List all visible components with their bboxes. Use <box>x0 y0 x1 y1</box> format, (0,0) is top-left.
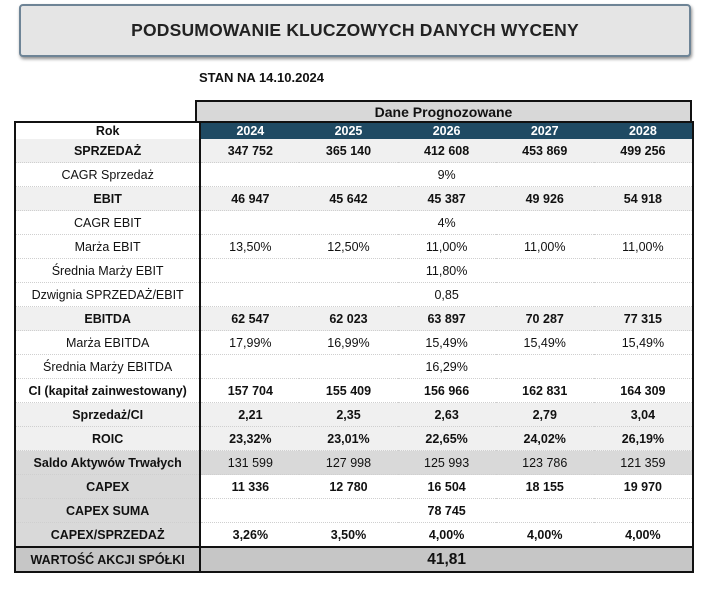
value-cell: 2,79 <box>496 403 594 427</box>
year-cell: 2026 <box>398 122 496 139</box>
total-value: 41,81 <box>200 547 693 572</box>
value-cell: 70 287 <box>496 307 594 331</box>
value-cell: 45 387 <box>398 187 496 211</box>
merged-value-cell: 0,85 <box>200 283 693 307</box>
year-cell: 2027 <box>496 122 594 139</box>
value-cell: 77 315 <box>594 307 693 331</box>
year-cell: 2024 <box>200 122 299 139</box>
value-cell: 3,26% <box>200 523 299 548</box>
year-cell: 2028 <box>594 122 693 139</box>
value-cell: 11,00% <box>496 235 594 259</box>
value-cell: 365 140 <box>299 139 397 163</box>
row-label: EBITDA <box>15 307 200 331</box>
year-header-row <box>15 122 693 139</box>
row-saldo-aktywow <box>15 451 693 475</box>
value-cell: 62 023 <box>299 307 397 331</box>
merged-value-cell: 4% <box>200 211 693 235</box>
row-label: Sprzedaż/CI <box>15 403 200 427</box>
value-cell: 157 704 <box>200 379 299 403</box>
value-cell: 121 359 <box>594 451 693 475</box>
row-capex <box>15 475 693 499</box>
value-cell: 46 947 <box>200 187 299 211</box>
value-cell: 16 504 <box>398 475 496 499</box>
row-label: CAGR EBIT <box>15 211 200 235</box>
value-cell: 15,49% <box>496 331 594 355</box>
row-label: Marża EBIT <box>15 235 200 259</box>
valuation-date: STAN NA 14.10.2024 <box>199 70 325 85</box>
row-label: ROIC <box>15 427 200 451</box>
page-title: PODSUMOWANIE KLUCZOWYCH DANYCH WYCENY <box>131 20 579 40</box>
value-cell: 3,50% <box>299 523 397 548</box>
value-cell: 22,65% <box>398 427 496 451</box>
merged-value-cell: 78 745 <box>200 499 693 523</box>
value-cell: 4,00% <box>398 523 496 548</box>
value-cell: 13,50% <box>200 235 299 259</box>
row-capex-suma <box>15 499 693 523</box>
row-roic <box>15 427 693 451</box>
total-label: WARTOŚĆ AKCJI SPÓŁKI <box>15 547 200 572</box>
value-cell: 453 869 <box>496 139 594 163</box>
title-box <box>19 4 691 57</box>
value-cell: 3,04 <box>594 403 693 427</box>
value-cell: 11,00% <box>594 235 693 259</box>
value-cell: 4,00% <box>496 523 594 548</box>
value-cell: 24,02% <box>496 427 594 451</box>
row-sprzedaz-ci <box>15 403 693 427</box>
value-cell: 127 998 <box>299 451 397 475</box>
value-cell: 17,99% <box>200 331 299 355</box>
value-cell: 131 599 <box>200 451 299 475</box>
value-cell: 54 918 <box>594 187 693 211</box>
row-label: SPRZEDAŻ <box>15 139 200 163</box>
year-cell: 2025 <box>299 122 397 139</box>
row-label: CAPEX/SPRZEDAŻ <box>15 523 200 548</box>
row-label: CAPEX <box>15 475 200 499</box>
value-cell: 499 256 <box>594 139 693 163</box>
row-label: CAGR Sprzedaż <box>15 163 200 187</box>
value-cell: 11 336 <box>200 475 299 499</box>
row-marza-ebit <box>15 235 693 259</box>
value-cell: 63 897 <box>398 307 496 331</box>
row-label: Dzwignia SPRZEDAŻ/EBIT <box>15 283 200 307</box>
row-srednia-marzy-ebitda <box>15 355 693 379</box>
value-cell: 4,00% <box>594 523 693 548</box>
row-srednia-marzy-ebit <box>15 259 693 283</box>
value-cell: 155 409 <box>299 379 397 403</box>
value-cell: 16,99% <box>299 331 397 355</box>
row-ebitda <box>15 307 693 331</box>
value-cell: 156 966 <box>398 379 496 403</box>
row-ci <box>15 379 693 403</box>
value-cell: 2,35 <box>299 403 397 427</box>
merged-value-cell: 9% <box>200 163 693 187</box>
row-capex-sprzedaz <box>15 523 693 548</box>
value-cell: 2,21 <box>200 403 299 427</box>
row-label: Średnia Marży EBIT <box>15 259 200 283</box>
row-cagr-ebit <box>15 211 693 235</box>
row-share-value <box>15 547 693 572</box>
value-cell: 19 970 <box>594 475 693 499</box>
value-cell: 49 926 <box>496 187 594 211</box>
row-ebit <box>15 187 693 211</box>
row-label: CAPEX SUMA <box>15 499 200 523</box>
value-cell: 347 752 <box>200 139 299 163</box>
row-label: Saldo Aktywów Trwałych <box>15 451 200 475</box>
value-cell: 125 993 <box>398 451 496 475</box>
value-cell: 12 780 <box>299 475 397 499</box>
value-cell: 18 155 <box>496 475 594 499</box>
value-cell: 164 309 <box>594 379 693 403</box>
merged-value-cell: 11,80% <box>200 259 693 283</box>
value-cell: 23,32% <box>200 427 299 451</box>
merged-value-cell: 16,29% <box>200 355 693 379</box>
row-marza-ebitda <box>15 331 693 355</box>
value-cell: 26,19% <box>594 427 693 451</box>
value-cell: 2,63 <box>398 403 496 427</box>
value-cell: 15,49% <box>398 331 496 355</box>
value-cell: 162 831 <box>496 379 594 403</box>
year-label: Rok <box>15 122 200 139</box>
row-label: EBIT <box>15 187 200 211</box>
row-label: Marża EBITDA <box>15 331 200 355</box>
value-cell: 15,49% <box>594 331 693 355</box>
row-cagr-sprzedaz <box>15 163 693 187</box>
value-cell: 412 608 <box>398 139 496 163</box>
value-cell: 123 786 <box>496 451 594 475</box>
row-label: Średnia Marży EBITDA <box>15 355 200 379</box>
value-cell: 45 642 <box>299 187 397 211</box>
value-cell: 11,00% <box>398 235 496 259</box>
row-label: CI (kapitał zainwestowany) <box>15 379 200 403</box>
value-cell: 12,50% <box>299 235 397 259</box>
valuation-table <box>14 121 694 573</box>
row-dzwignia <box>15 283 693 307</box>
value-cell: 62 547 <box>200 307 299 331</box>
row-sprzedaz <box>15 139 693 163</box>
value-cell: 23,01% <box>299 427 397 451</box>
forecast-header: Dane Prognozowane <box>195 100 692 121</box>
